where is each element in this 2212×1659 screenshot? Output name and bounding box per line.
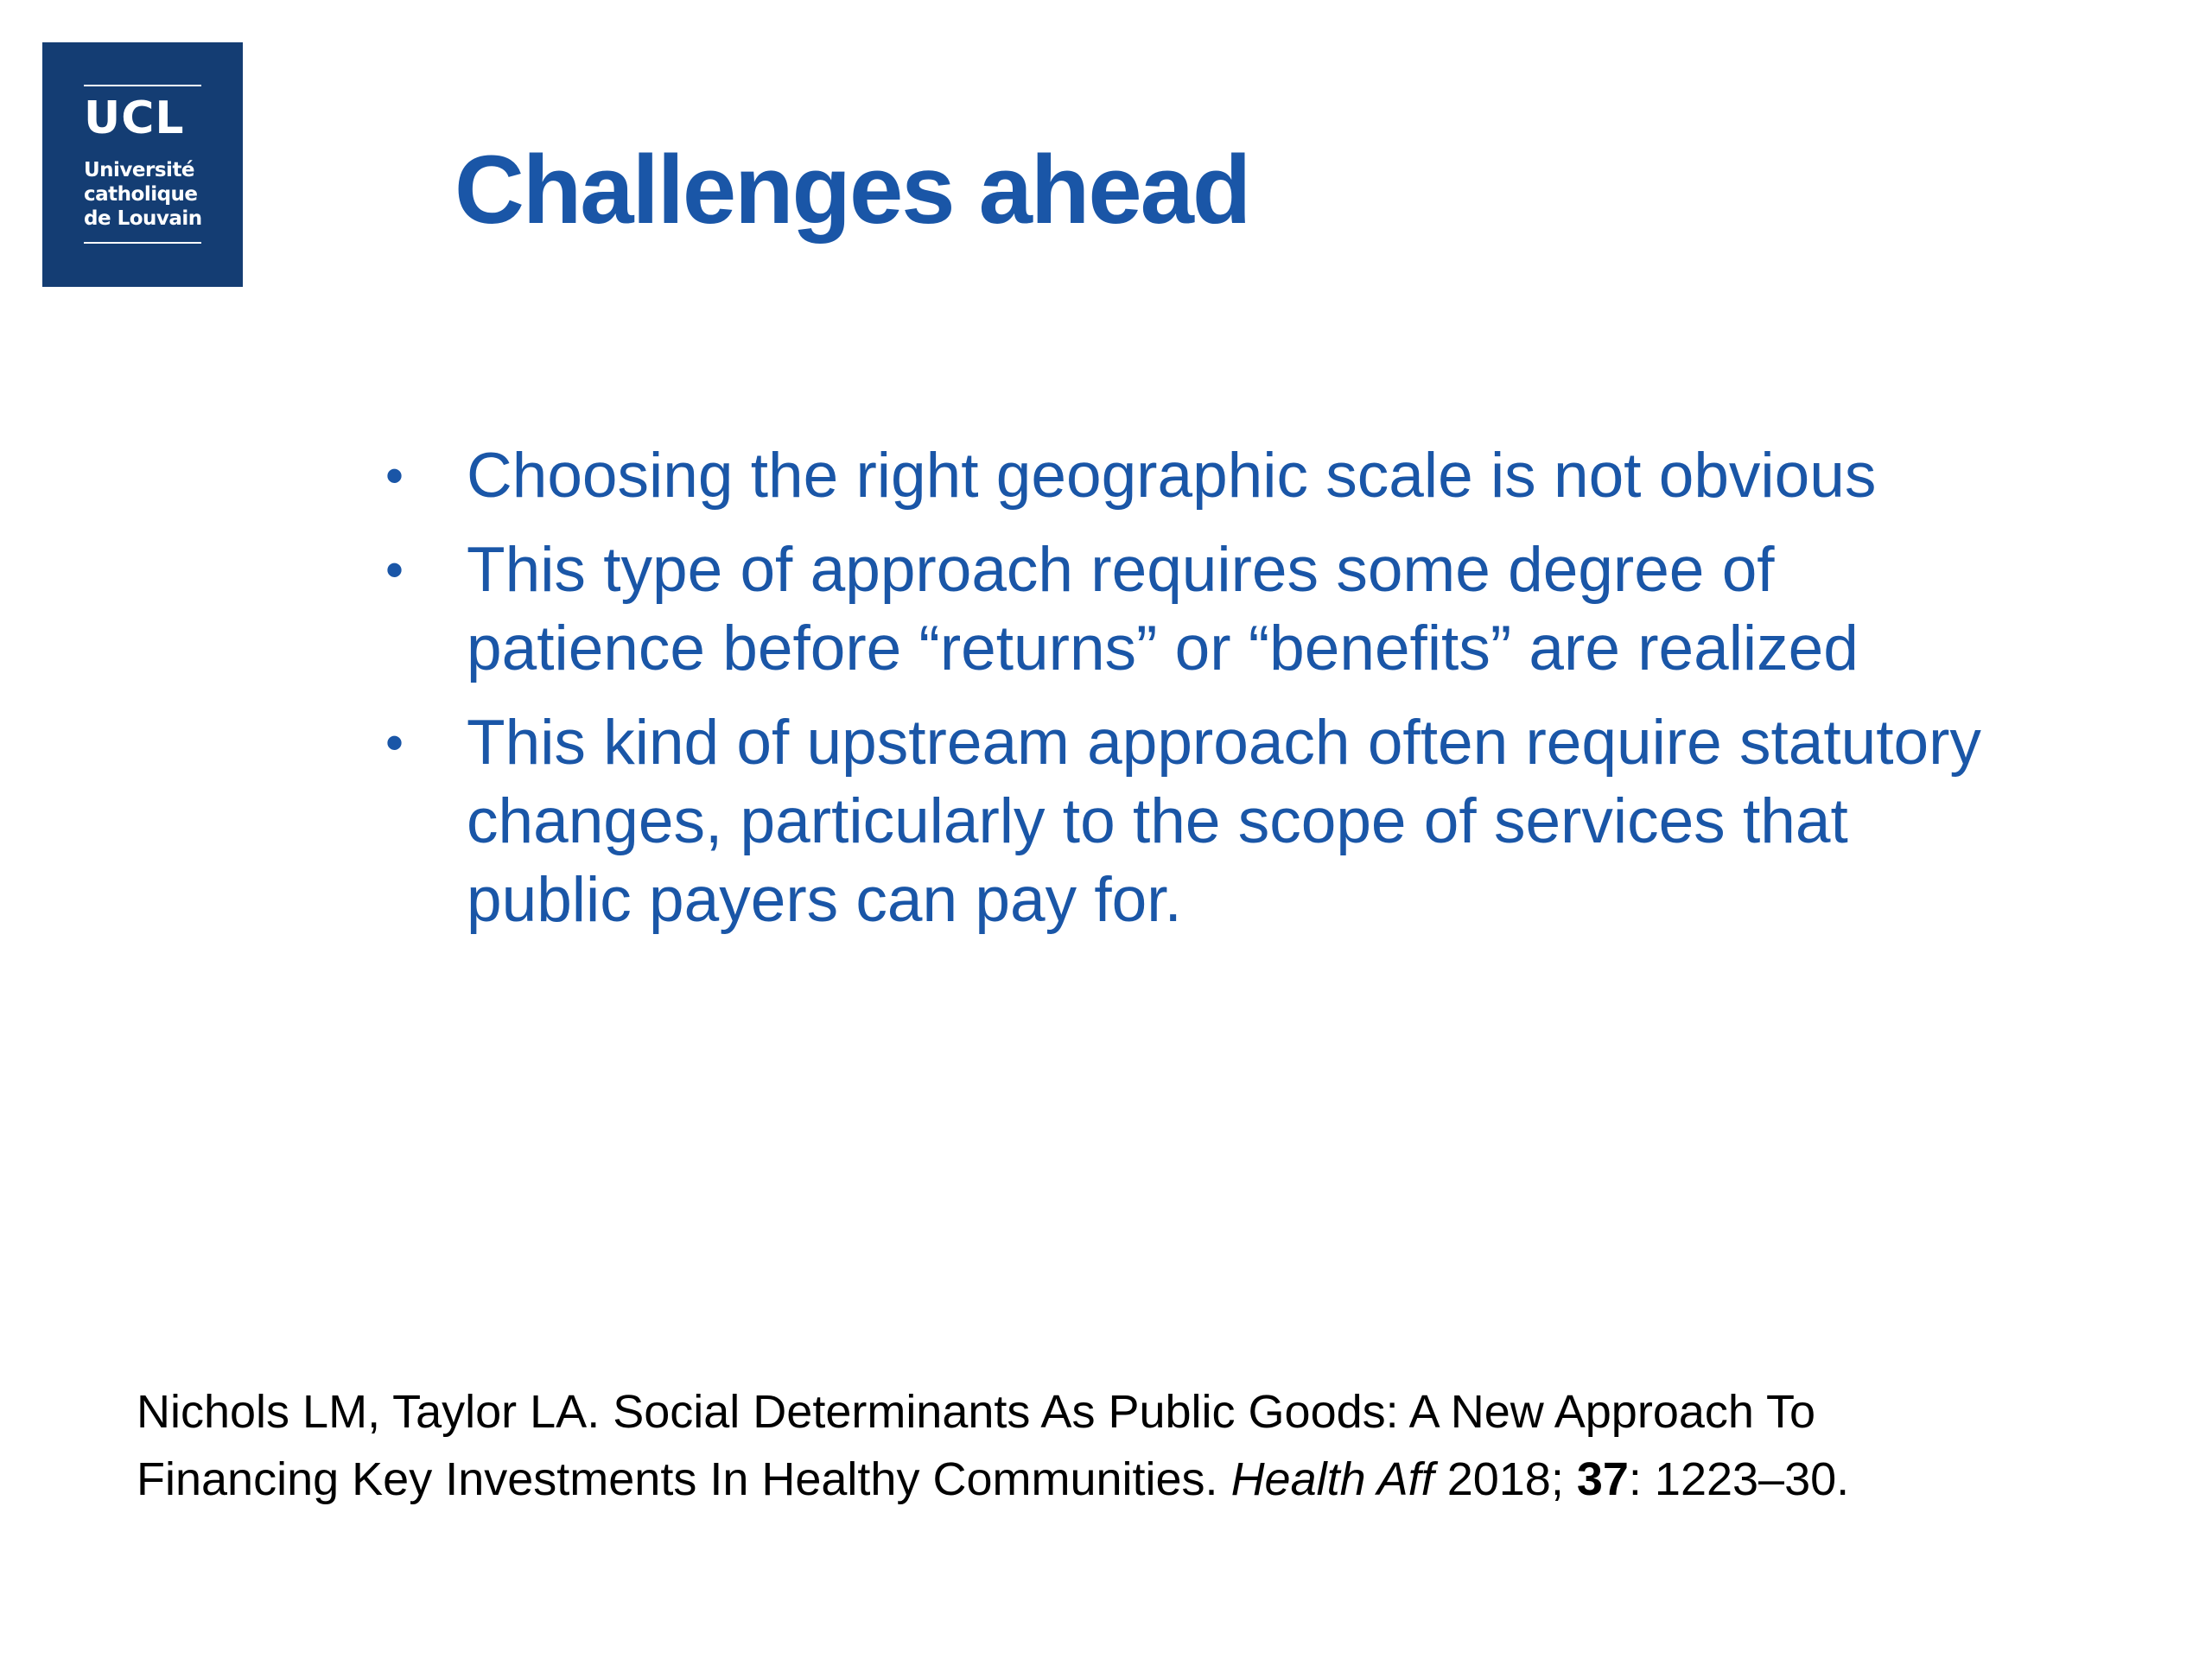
citation-title-end: Financing Key Investments In Healthy Communities. xyxy=(137,1453,1231,1505)
bullet-marker: • xyxy=(385,541,404,599)
bullet-text: This type of approach requires some degree of patience before “returns” or “benefits” are realized xyxy=(467,535,1859,683)
bullet-text: Choosing the right geographic scale is not obvious xyxy=(467,441,1877,511)
ucl-logo xyxy=(42,42,243,287)
logo-top-rule xyxy=(84,85,201,86)
bullet-item xyxy=(377,436,2018,515)
logo-name-line: Université xyxy=(84,159,195,181)
logo-abbreviation: UCL xyxy=(84,92,185,144)
citation-line-2 xyxy=(137,1446,2124,1513)
citation-journal: Health Aff xyxy=(1230,1453,1434,1505)
citation-volume: 37 xyxy=(1576,1453,1629,1505)
logo-name-line: de Louvain xyxy=(84,207,202,230)
reference-citation xyxy=(137,1378,2124,1513)
logo-bottom-rule xyxy=(84,242,201,244)
citation-line-1: Nichols LM, Taylor LA. Social Determinants As Public Goods: A New Approach To xyxy=(137,1386,1815,1438)
bullet-text: This kind of upstream approach often require statutory changes, particularly to the scope of services that public payers can pay for. xyxy=(467,708,1981,935)
slide-title: Challenges ahead xyxy=(454,136,1250,244)
citation-pages: : 1223–30. xyxy=(1628,1453,1850,1505)
bullet-marker: • xyxy=(385,447,404,505)
logo-name-line: catholique xyxy=(84,183,198,206)
bullet-list xyxy=(377,436,2018,955)
bullet-marker: • xyxy=(385,714,404,772)
citation-year: 2018; xyxy=(1433,1453,1577,1505)
bullet-item xyxy=(377,703,2018,939)
bullet-item xyxy=(377,531,2018,688)
logo-university-name xyxy=(84,158,202,231)
